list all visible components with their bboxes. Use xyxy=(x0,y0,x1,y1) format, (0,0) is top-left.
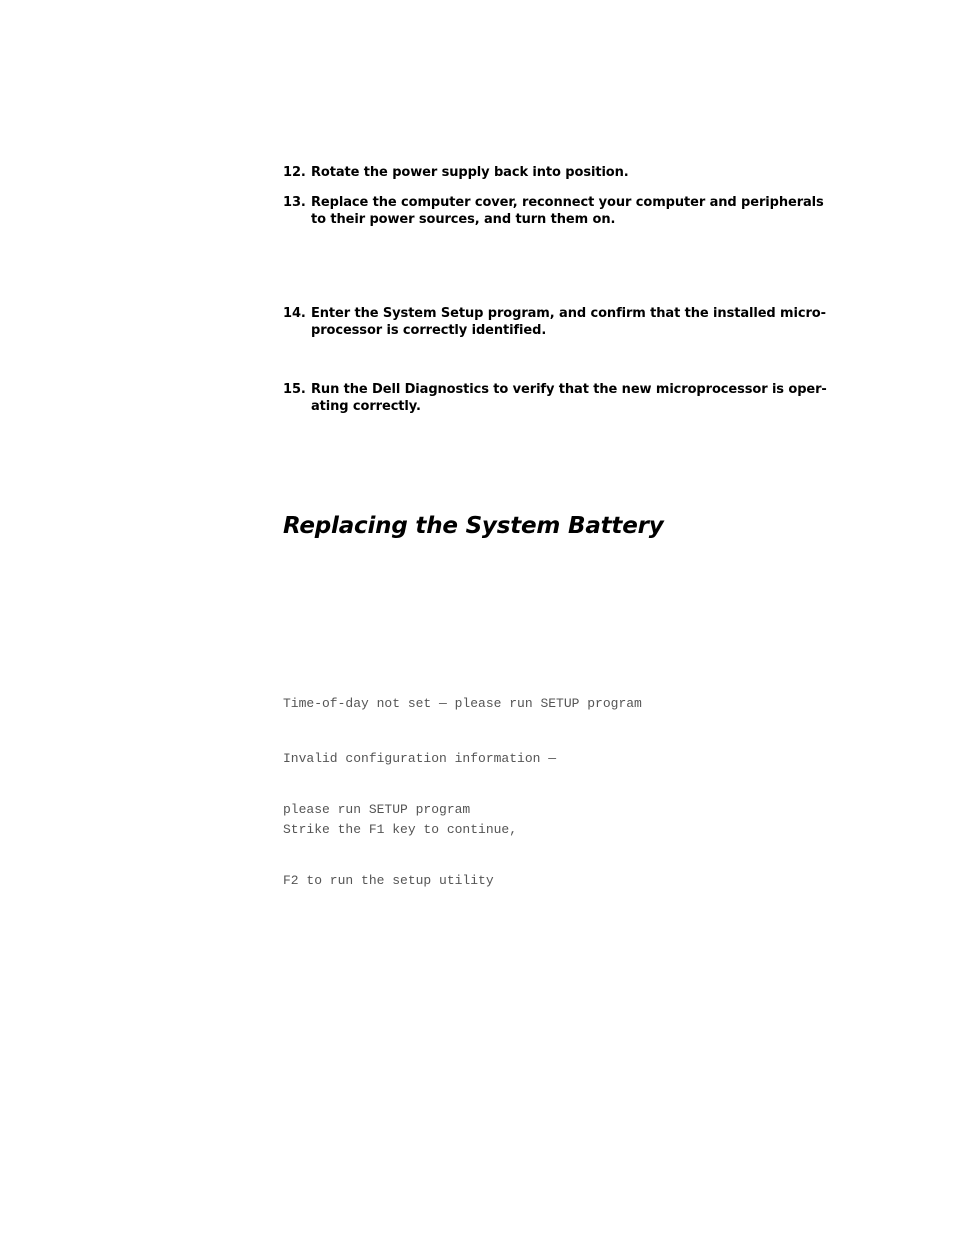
step-number: 14. xyxy=(283,306,306,321)
step-text-line: to their power sources, and turn them on. xyxy=(311,212,616,227)
step-text-line: ating correctly. xyxy=(311,399,421,414)
step-text-line: Run the Dell Diagnostics to verify that the new microprocessor is oper- xyxy=(311,382,827,397)
message-line: Invalid configuration information — xyxy=(283,751,557,766)
step-text-line: Replace the computer cover, reconnect your computer and peripherals xyxy=(311,195,824,210)
step-number: 13. xyxy=(283,195,306,210)
prompt-message-strike-f1 xyxy=(283,787,517,906)
message-line: please run SETUP program xyxy=(283,802,471,817)
step-12 xyxy=(283,164,813,181)
section-heading: Replacing the System Battery xyxy=(283,513,664,539)
step-text-line: Rotate the power supply back into position. xyxy=(311,165,629,180)
message-line: Time-of-day not set — please run SETUP program xyxy=(283,696,642,711)
step-15 xyxy=(283,381,827,415)
step-number: 15. xyxy=(283,382,306,397)
message-line: F2 to run the setup utility xyxy=(283,873,494,888)
step-text-line: Enter the System Setup program, and confirm that the installed micro- xyxy=(311,306,826,321)
step-text-line: processor is correctly identified. xyxy=(311,323,547,338)
step-13 xyxy=(283,194,824,228)
message-line: Strike the F1 key to continue, xyxy=(283,822,518,837)
step-14 xyxy=(283,305,826,339)
step-number: 12. xyxy=(283,165,306,180)
